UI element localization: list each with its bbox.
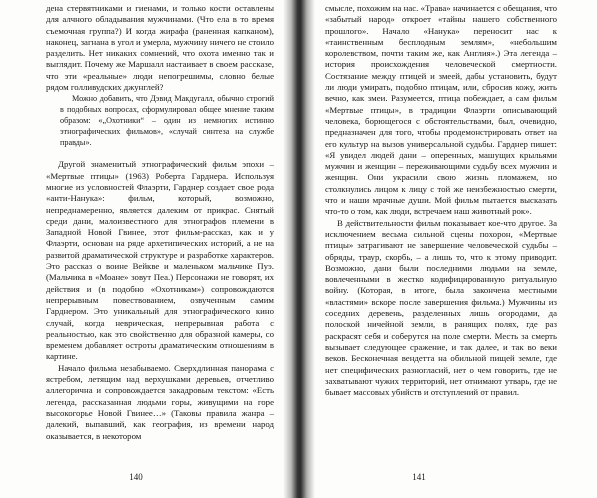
paragraph: Можно добавить, что Дэвид Макдугалл, обычно строгий в подобных вопросах, сформулировал общее мнение таким образом: «„Охотники“ – один из немногих истинно этнографических фильмов», «случай синтеза на службе правды». bbox=[60, 94, 274, 148]
right-page-text bbox=[325, 3, 557, 398]
paragraph: В действительности фильм показывает кое-что другое. За исключением весьма сильной сцены похорон, «Мертвые птицы» затрагивают не завершение человеческой судьбы – обряды, траур, скорбь, – а лишь то, что к этому приводит. Возможно, дани были последними людьми на земле, вовлеченными в жестко кодифицированную ритуальную войну. (Которая, в итоге, была закончена местными «властями» вскоре после завершения фильма.) Мужчины из соседних деревень, разделенных лишь огородами, да полоской ничейной земли, в ранящих полях, где раз раскрасят себя и соберутся на поле смерти. Месть за смерть вызывает следующее сражение, и так далее, и так во веки веков. Бесконечная вендетта на обильной пищей земле, где нет специфических разногласий, нет о чем говорить, где не захватывают чужих территорий, нет отнимают утварь, где не бывает массовых убийств и отступлений от правил. bbox=[325, 217, 557, 398]
left-page-text bbox=[46, 3, 274, 442]
left-page bbox=[0, 0, 298, 498]
paragraph: Другой знаменитый этнографический фильм эпохи – «Мертвые птицы» (1963) Роберта Гарднера. Используя многие из условностей Флаэрти, Гарднер создает свое рода «анти-Нанука»: фильм, который, возможно, непреднамеренно, является далеким от прикрас. Снятый среди дани, малоизвестного для этнографов племени в Западной Новой Гвинее, этот фильм-рассказ, как и у Флаэрти, основан на ряде архетипических историй, а не на развитой драматической структуре и разработке характеров. Это рассказ о воине Вейкве и маленьком мальчике Пуэ. (Мальчика в «Моане» зовут Пеа.) Персонажи не говорят, их действия и (в подобно «Охотникам») сопровождаются непрерывным повествованием, озвученным самим Гарднером. Это уникальный для этнографического кино случай, когда неврическая, непрерывная работа с реальностью, как это свойственно для образной камеры, со временем добавляет остроты драматическим отношениям в картине. bbox=[46, 159, 274, 362]
book-gutter-shadow bbox=[283, 0, 315, 498]
right-page bbox=[299, 0, 597, 498]
paragraph: смысле, похожим на нас. «Трава» начинается с обещания, что «забытый народ» откроет «тайны нашего собственного прошлого». Начало «Нанука» переносит нас к «таинственным бесплодным землям», «небольшим королевством, почти таким же, как Англия».) Эта легенда – история происхождения человеческой смертности. Состязание между птицей и змеей, дабы установить, будут ли люди умирать, подобно птицам, или, сбросив кожу, жить вечно, как змеи. Разумеется, птица побеждает, а сам фильм «Мертвые птицы», в традиции Флаэрти описывающий человека, борющегося с обстоятельствами, был, очевидно, предназначен для того, чтобы продемонстрировать ответ на его культур на вызов универсальной судьбы. Гарднер пишет: «Я увидел людей дани – оперенных, машущих крыльями мужчин и женщин – переживающими судьбу всех мужчин и женщин. Они украсили свою жизнь пломажем, но столкнулись лицом к лицу с той же неизбежностью смерти, что и наши мрачные души. Мой фильм пытается высказать что-то о том, как люди, встречаем наш животный рок». bbox=[325, 3, 557, 217]
page-number: 141 bbox=[412, 472, 426, 482]
paragraph: Начало фильма незабываемо. Сверхдлинная панорама с ястребом, летящим над верхушками деревьев, отчетливо аллегорична и сопровождается закадровым текстом: «Есть легенда, рассказанная людьми горы, живущими на горе высокогорье Новой Гвинее…» (Таковы правила жанра – далекий, выпавший, как география, из времени народ оказывается, в некотором bbox=[46, 362, 274, 441]
paragraph: дена стервятниками и гиенами, и только кости оставлены для алчного обладывания мужчинами. (Что ела в то время съемочная группа?) И когда жирафа (раненная капканом), наконец, загнана в угол и умерла, мужчину ничего не стоило разделить. Нет никаких сомнений, что охота именно так и выглядит. Почему же Маршалл настаивает в своем рассказе, что эти «реальные» люди непогрешимы, словно белые рядом голливудских джунглей? bbox=[46, 3, 274, 93]
page-number: 140 bbox=[129, 472, 143, 482]
